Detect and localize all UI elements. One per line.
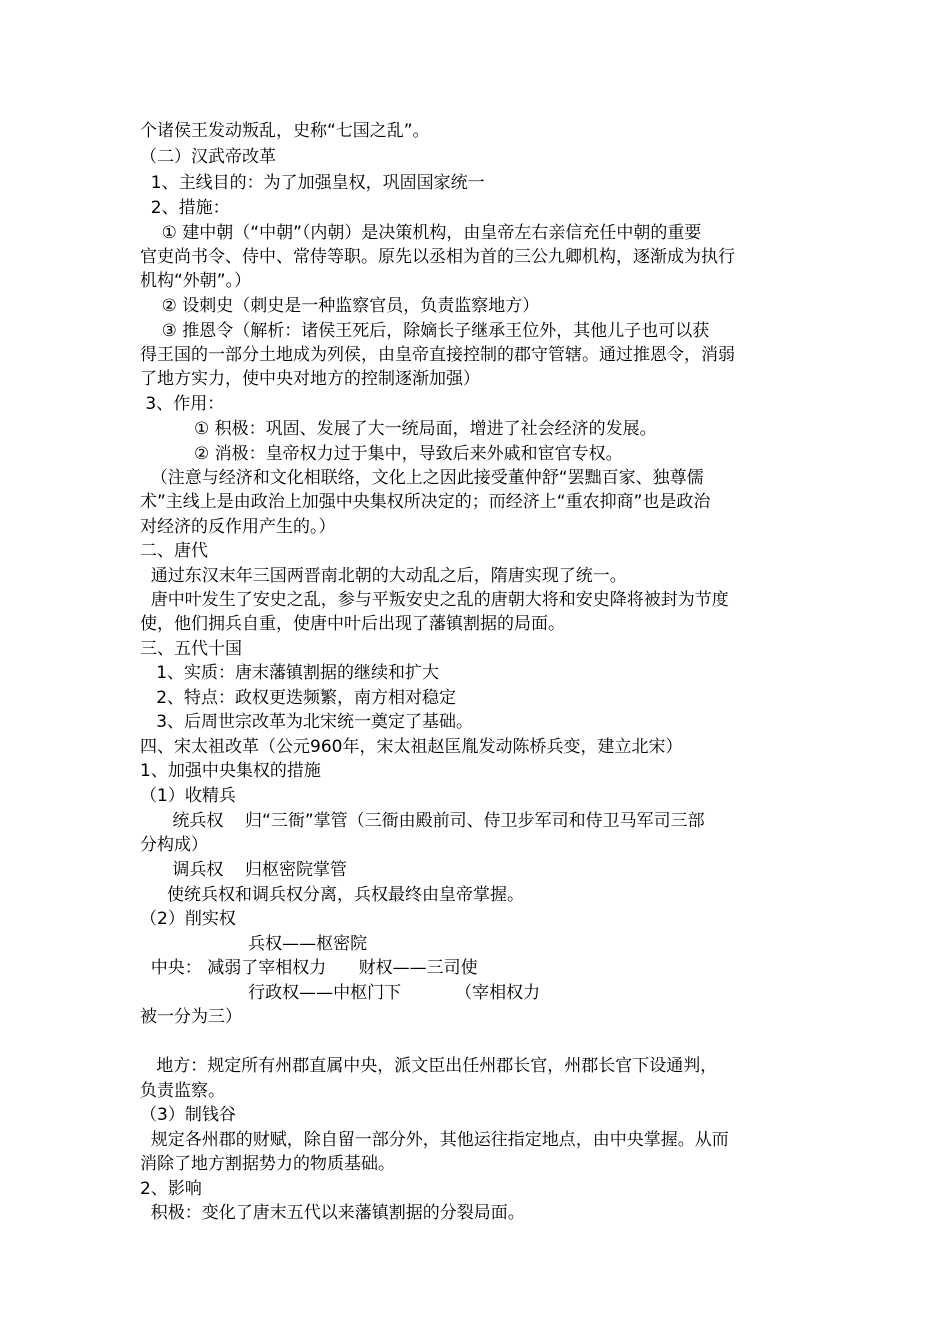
text-line: （2）削实权 — [140, 909, 236, 929]
text-line: 2、措施： — [140, 198, 230, 218]
text-line: 对经济的反作用产生的。） — [140, 517, 336, 537]
text-line: 行政权——中枢门下 （宰相权力 — [140, 983, 541, 1003]
text-line: 消除了地方割据势力的物质基础。 — [140, 1154, 395, 1174]
text-line: 得王国的一部分土地成为列侯，由皇帝直接控制的郡守管辖。通过推恩令，消弱 — [140, 345, 735, 365]
text-line: 负责监察。 — [140, 1081, 225, 1101]
text-line: （注意与经济和文化相联络，文化上之因此接受董仲舒“罢黜百家、独尊儒 — [140, 468, 704, 488]
text-line: 2、特点：政权更迭频繁，南方相对稳定 — [140, 688, 457, 708]
text-line: 官吏尚书令、侍中、常侍等职。原先以丞相为首的三公九卿机构，逐渐成为执行 — [140, 247, 735, 267]
text-line: 1、主线目的：为了加强皇权，巩固国家统一 — [140, 173, 485, 193]
text-line: 通过东汉末年三国两晋南北朝的大动乱之后，隋唐实现了统一。 — [140, 566, 627, 586]
section-heading: 四、宋太祖改革（公元960年，宋太祖赵匡胤发动陈桥兵变，建立北宋） — [140, 737, 683, 757]
text-line: 3、后周世宗改革为北宋统一奠定了基础。 — [140, 712, 474, 732]
text-line: 被一分为三） — [140, 1007, 242, 1027]
text-line: ① 建中朝（“中朝”（内朝）是决策机构，由皇帝左右亲信充任中朝的重要 — [140, 223, 702, 243]
text-line: ③ 推恩令（解析：诸侯王死后，除嫡长子继承王位外，其他儿子也可以获 — [140, 321, 710, 341]
text-line: 统兵权 归“三衙”掌管（三衙由殿前司、侍卫步军司和侍卫马军司三部 — [140, 811, 705, 831]
text-line: 中央： 减弱了宰相权力 财权——三司使 — [140, 958, 478, 978]
text-line: 1、实质：唐末藩镇割据的继续和扩大 — [140, 663, 440, 683]
text-line: 术”主线上是由政治上加强中央集权所决定的；而经济上“重农抑商”也是政治 — [140, 492, 711, 512]
section-heading: 三、五代十国 — [140, 639, 242, 659]
text-line: 使统兵权和调兵权分离，兵权最终由皇帝掌握。 — [140, 885, 525, 905]
text-line: 调兵权 归枢密院掌管 — [140, 860, 348, 880]
text-line: 兵权——枢密院 — [140, 934, 368, 954]
text-line: ① 积极：巩固、发展了大一统局面，增进了社会经济的发展。 — [140, 419, 657, 439]
text-line: ② 消极：皇帝权力过于集中，导致后来外戚和宦官专权。 — [140, 444, 623, 464]
text-line: 唐中叶发生了安史之乱，参与平叛安史之乱的唐朝大将和安史降将被封为节度 — [140, 590, 729, 610]
text-line: 规定各州郡的财赋，除自留一部分外，其他运往指定地点，由中央掌握。从而 — [140, 1130, 729, 1150]
text-line: 机构“外朝”。） — [140, 271, 252, 291]
text-line: （1）收精兵 — [140, 786, 236, 806]
text-line: 1、加强中央集权的措施 — [140, 761, 321, 781]
section-heading: （二）汉武帝改革 — [140, 147, 276, 167]
text-line: 地方：规定所有州郡直属中央，派文臣出任州郡长官，州郡长官下设通判， — [140, 1056, 718, 1076]
text-line: （3）制钱谷 — [140, 1105, 236, 1125]
text-line: 使，他们拥兵自重，使唐中叶后出现了藩镇割据的局面。 — [140, 614, 565, 634]
section-heading: 二、唐代 — [140, 541, 208, 561]
text-line: 个诸侯王发动叛乱，史称“七国之乱”。 — [140, 121, 430, 141]
text-line: 2、影响 — [140, 1179, 202, 1199]
text-line: 分构成） — [140, 835, 208, 855]
text-line: 3、作用： — [140, 394, 225, 414]
text-line: ② 设刺史（刺史是一种监察官员，负责监察地方） — [140, 296, 540, 316]
text-line: 积极：变化了唐末五代以来藩镇割据的分裂局面。 — [140, 1203, 525, 1223]
text-line: 了地方实力，使中央对地方的控制逐渐加强） — [140, 369, 480, 389]
